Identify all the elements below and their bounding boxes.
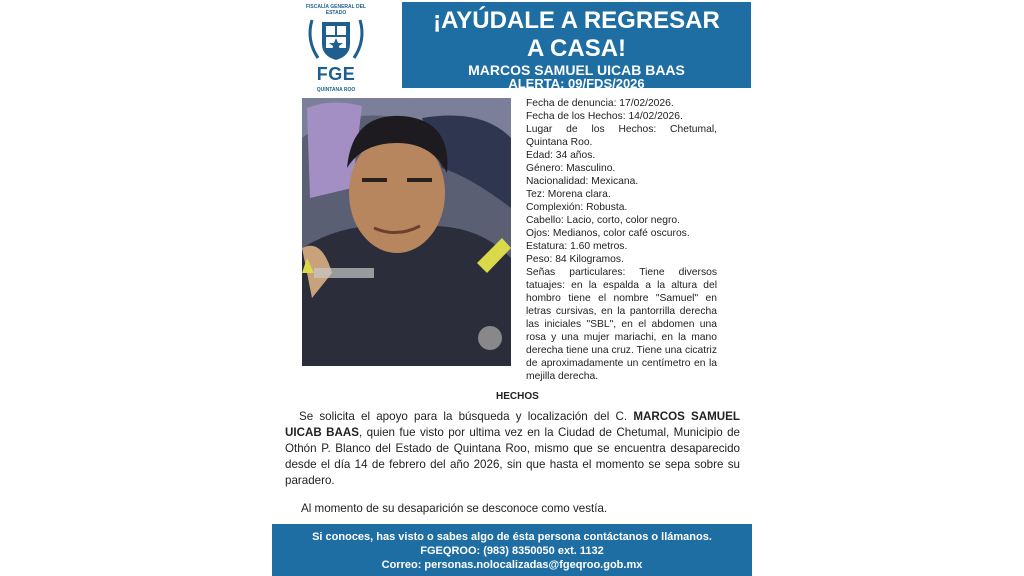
detail-peso: Peso: 84 Kilogramos. <box>526 254 624 265</box>
alert-code: ALERTA: 09/FDS/2026 <box>508 76 645 91</box>
detail-estatura: Estatura: 1.60 metros. <box>526 241 628 252</box>
clothing-note: Al momento de su desaparición se desconoce como vestía. <box>301 502 608 515</box>
fge-logo <box>296 2 376 94</box>
detail-fecha-denuncia: Fecha de denuncia: 17/02/2026. <box>526 98 674 109</box>
title-line-2: A CASA! <box>526 35 627 62</box>
hechos-paragraph <box>285 409 740 489</box>
footer-email: Correo: personas.nolocalizadas@fgeqroo.gob.mx <box>381 559 643 571</box>
detail-complexion: Complexión: Robusta. <box>526 202 628 213</box>
title-line-1: ¡AYÚDALE A REGRESAR <box>433 7 720 34</box>
hechos-lead: Se solicita el apoyo para la búsqueda y localización del C. <box>299 410 628 423</box>
detail-edad: Edad: 34 años. <box>526 150 596 161</box>
logo-top-text: FISCALÍA GENERAL DEL ESTADO <box>305 4 366 16</box>
hechos-name: MARCOS SAMUEL UICAB BAAS <box>285 410 740 439</box>
person-photo-image <box>302 98 511 366</box>
detail-senas: Señas particulares: Tiene diversos tatuajes: en la espalda a la altura del hombro tiene el nombre "Samuel" en letras cursivas, en la pantorrilla derecha las iniciales "SBL", en el abdomen una rosa y una mujer mariachi, en la mano derecha tiene una cruz. Tiene una cicatriz de aproximadamente un centímetro en la mejilla derecha. <box>526 267 717 382</box>
person-name: MARCOS SAMUEL UICAB BAAS <box>468 62 685 78</box>
hechos-heading: HECHOS <box>496 391 539 402</box>
detail-tez: Tez: Morena clara. <box>526 189 611 200</box>
detail-lugar: Lugar de los Hechos: Chetumal, Quintana Roo. <box>526 124 717 148</box>
coat-of-arms-icon <box>304 14 368 66</box>
hechos-rest: , quien fue visto por ultima vez en la Ciudad de Chetumal, Municipio de Othón P. Blanco del Estado de Quintana Roo, mismo que se encuentra desaparecido desde el día 14 de febrero del año 2026, sin que hasta el momento se sepa sobre su paradero. <box>285 426 740 487</box>
logo-acronym: FGE <box>316 64 356 84</box>
detail-nacionalidad: Nacionalidad: Mexicana. <box>526 176 639 187</box>
detail-ojos: Ojos: Medianos, color café oscuros. <box>526 228 690 239</box>
contact-footer <box>272 524 752 576</box>
title-banner <box>402 2 751 91</box>
detail-cabello: Cabello: Lacio, corto, color negro. <box>526 215 680 226</box>
detail-genero: Género: Masculino. <box>526 163 616 174</box>
footer-line-1: Si conoces, has visto o sabes algo de ésta persona contáctanos o llámanos. <box>312 531 712 543</box>
person-details <box>526 97 717 383</box>
logo-bottom-text: QUINTANA ROO <box>316 87 356 93</box>
person-photo <box>302 98 511 366</box>
detail-fecha-hechos: Fecha de los Hechos: 14/02/2026. <box>526 111 683 122</box>
footer-phone: FGEQROO: (983) 8350050 ext. 1132 <box>420 545 604 557</box>
